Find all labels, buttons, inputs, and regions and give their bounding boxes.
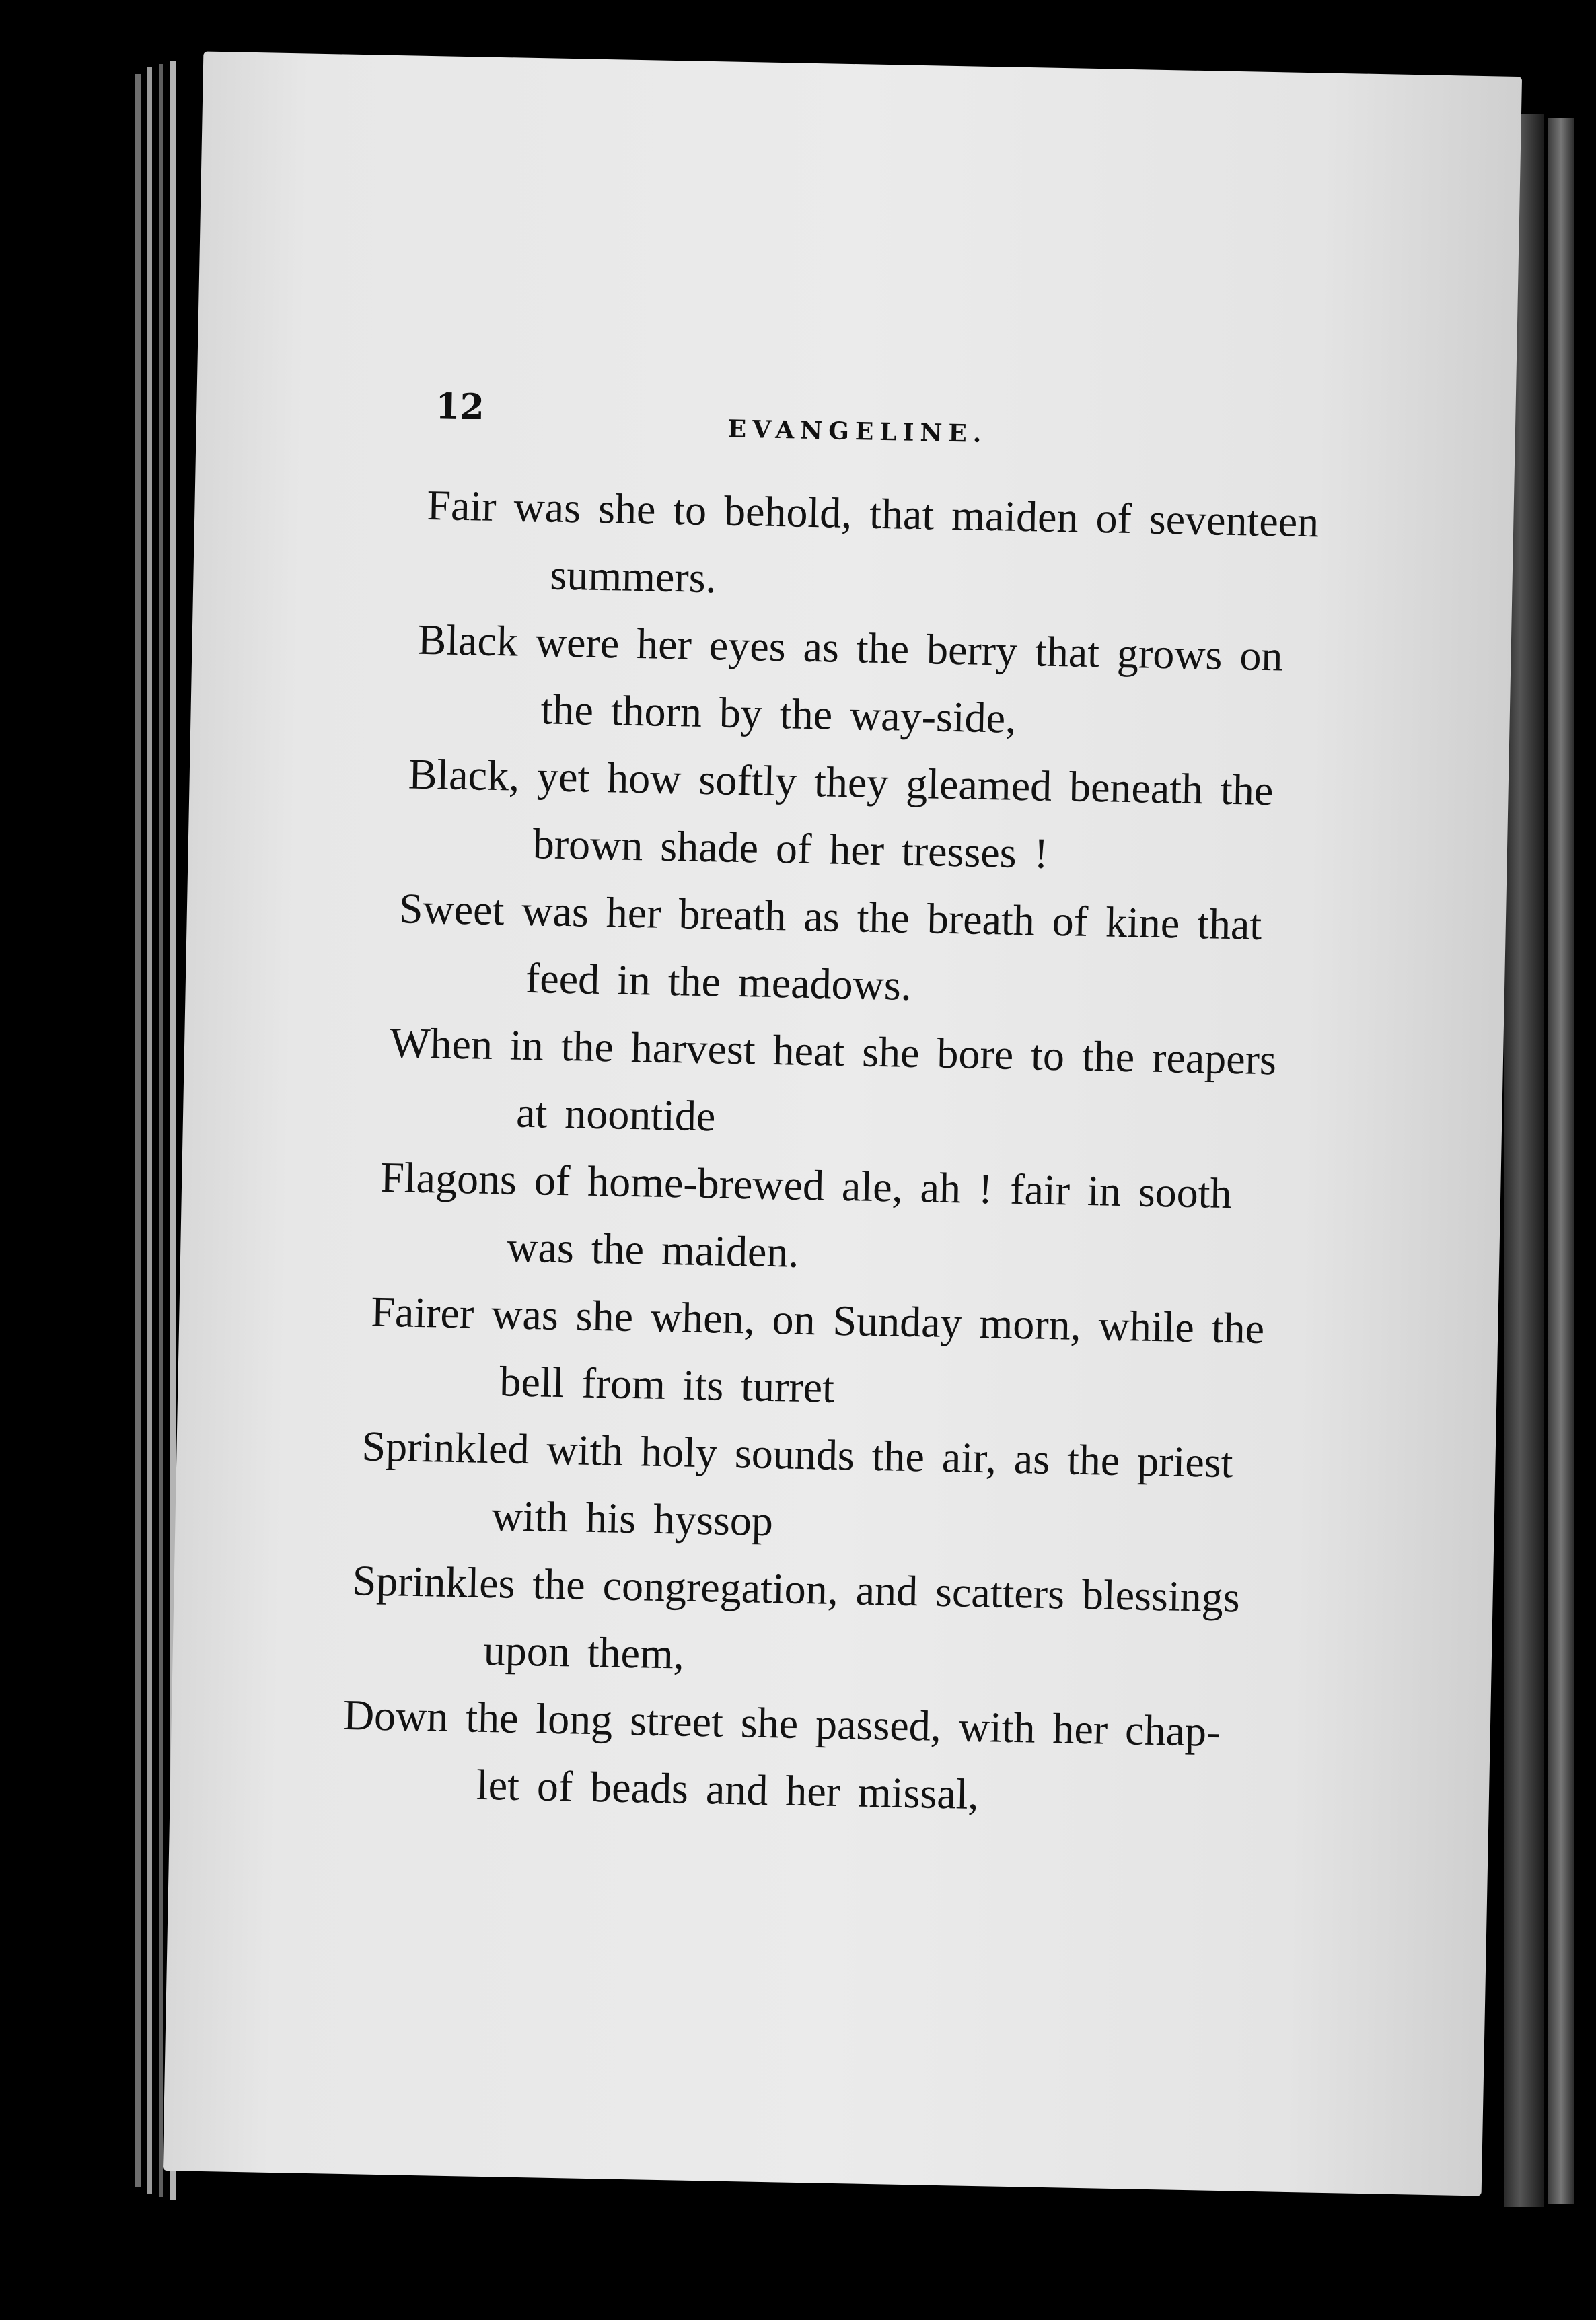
verse-line-continuation: the thorn by the way-side, [540, 685, 1017, 742]
verse-line: Sprinkled with holy sounds the air, as the priest [361, 1422, 1234, 1487]
verse-line-continuation: bell from its turret [499, 1357, 835, 1412]
running-title: EVANGELINE. [727, 414, 988, 448]
verse-line: Fairer was she when, on Sunday morn, while the [370, 1287, 1265, 1353]
verse-line: Fair was she to behold, that maiden of seventeen [426, 480, 1319, 546]
verse-line: Sweet was her breath as the breath of kine that [398, 884, 1262, 949]
verse-line: When in the harvest heat she bore to the reapers [389, 1019, 1277, 1084]
verse-line-continuation: feed in the meadows. [525, 953, 912, 1009]
facing-page-edge [1548, 118, 1574, 2204]
verse-line: Down the long street she passed, with her chap- [342, 1690, 1222, 1755]
page-stack-edge [159, 64, 163, 2197]
page-stack-edge [135, 74, 141, 2187]
page-number: 12 [435, 386, 485, 428]
book-page [163, 51, 1522, 2196]
verse-line-continuation: summers. [549, 550, 717, 602]
verse-line: Sprinkles the congregation, and scatters blessings [352, 1556, 1241, 1622]
verse-line-continuation: with his hyssop [491, 1492, 774, 1546]
verse-line-continuation: brown shade of her tresses ! [532, 820, 1049, 877]
page-header [197, 314, 1517, 448]
verse-line: Black were her eyes as the berry that grows on [417, 615, 1284, 680]
verse-line-continuation: was the maiden. [506, 1223, 800, 1276]
verse-line-continuation: at noontide [515, 1088, 717, 1140]
verse-line-continuation: upon them, [483, 1626, 685, 1678]
verse-line-continuation: let of beads and her missal, [476, 1760, 980, 1819]
verse-line: Black, yet how softly they gleamed beneath the [408, 750, 1274, 815]
page-stack-edge [147, 67, 152, 2194]
verse-line: Flagons of home-brewed ale, ah ! fair in sooth [379, 1153, 1233, 1218]
